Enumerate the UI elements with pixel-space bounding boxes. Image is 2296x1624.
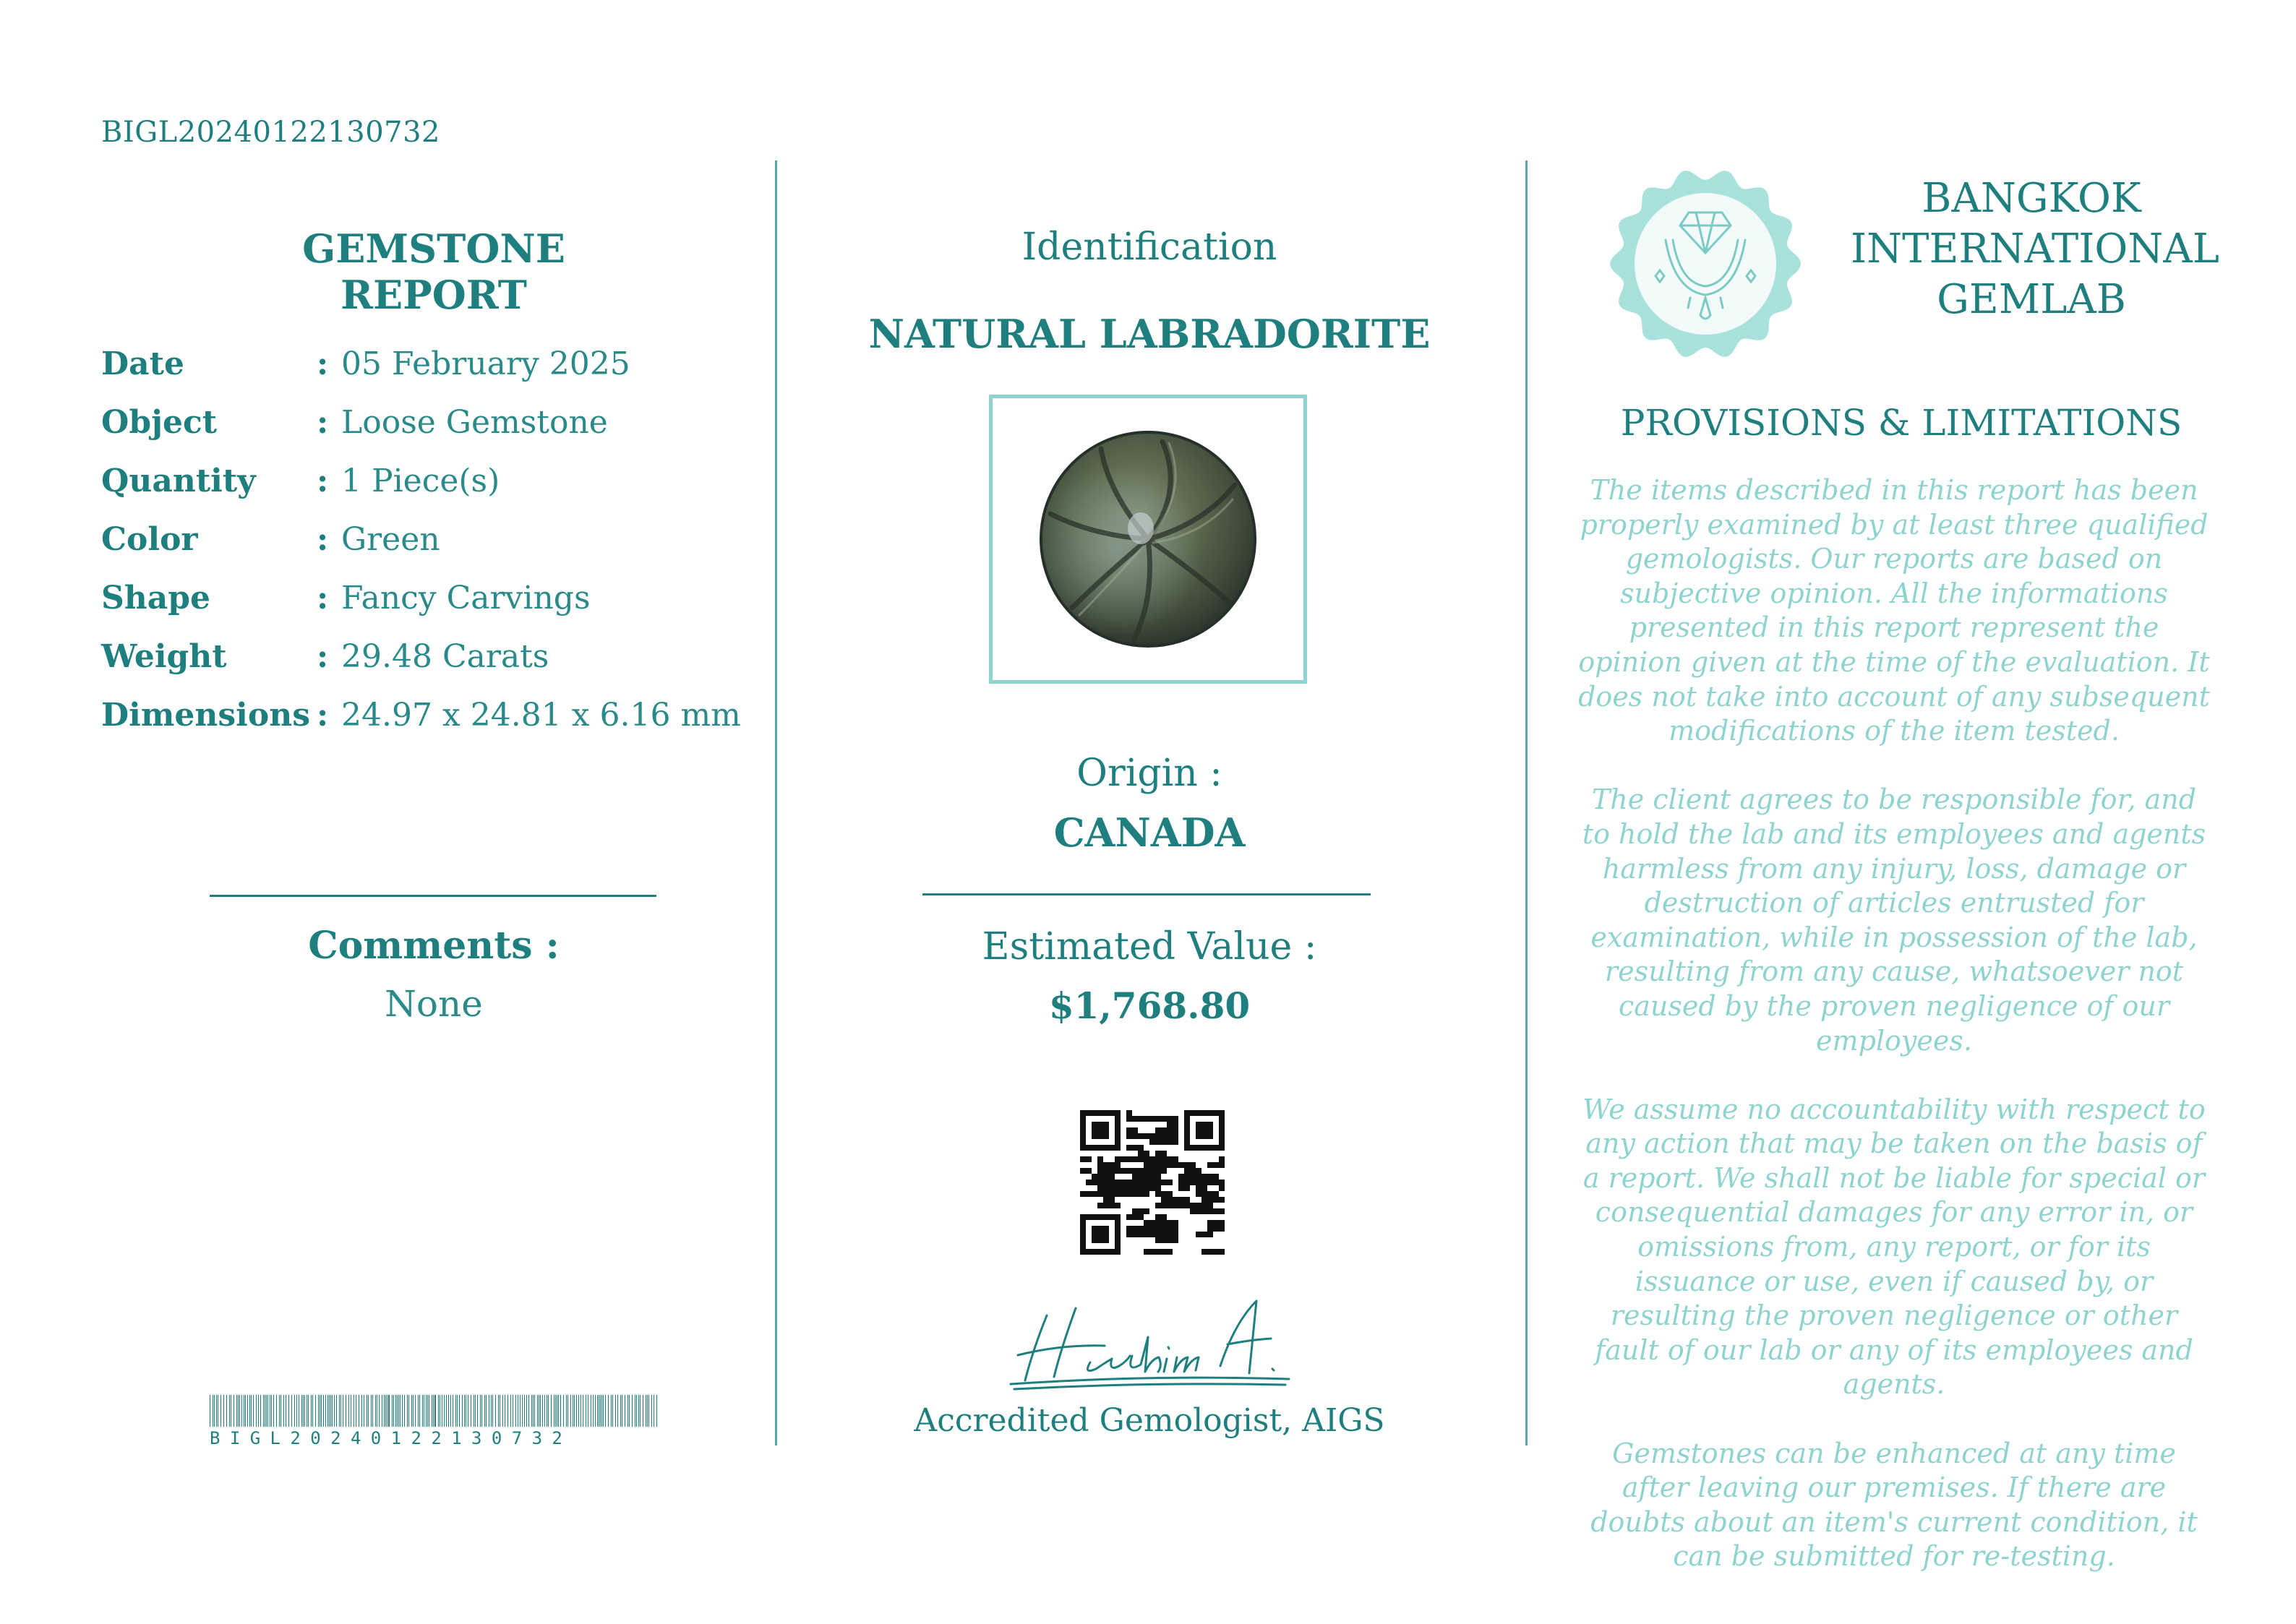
detail-row-color — [101, 521, 741, 580]
comments-rule — [210, 895, 656, 897]
detail-colon: : — [317, 521, 329, 558]
detail-row-dimensions — [101, 697, 741, 755]
detail-row-date — [101, 345, 741, 404]
provisions-paragraph: The client agrees to be responsible for, and to hold the lab and its employees and agents harmless from any injury, loss, damage or destruction of articles entrusted for examination, while in possession of the lab, resulting from any cause, whatsoever not caused by the proven negligence of our employees. — [1582, 783, 2206, 1057]
detail-row-shape — [101, 580, 741, 638]
detail-row-object — [101, 404, 741, 463]
detail-label: Quantity — [101, 463, 256, 499]
identification-label: Identification — [1021, 225, 1277, 269]
detail-colon: : — [317, 404, 329, 441]
details-list — [101, 345, 741, 755]
report-title: GEMSTONE REPORT — [302, 225, 565, 318]
detail-label: Date — [101, 345, 184, 382]
gemstone-photo-frame — [989, 395, 1307, 684]
estimated-value-label: Estimated Value : — [982, 925, 1317, 968]
comments-value: None — [385, 983, 483, 1025]
origin-value: CANADA — [1053, 809, 1246, 856]
provisions-paragraph: Gemstones can be enhanced at any time after leaving our premises. If there are doubts about an item's current condition, it can be submitted for re-testing. — [1590, 1437, 2198, 1573]
estimated-value-amount: $1,768.80 — [1048, 984, 1251, 1027]
detail-row-quantity — [101, 463, 741, 521]
report-number: BIGL20240122130732 — [101, 116, 440, 149]
detail-colon: : — [317, 463, 329, 499]
detail-value: Fancy Carvings — [341, 580, 591, 616]
qr-code-icon — [1080, 1110, 1225, 1255]
barcode-icon — [208, 1395, 662, 1427]
origin-label: Origin : — [1076, 752, 1222, 795]
gemologist-title: Accredited Gemologist, AIGS — [914, 1402, 1385, 1439]
detail-value: 05 February 2025 — [341, 345, 630, 382]
lab-name — [1851, 173, 2219, 325]
signature-icon — [1003, 1294, 1293, 1395]
lab-name-line: INTERNATIONAL — [1851, 225, 2219, 272]
detail-colon: : — [317, 345, 329, 382]
detail-value: 24.97 x 24.81 x 6.16 mm — [341, 697, 741, 734]
detail-value: Loose Gemstone — [341, 404, 608, 441]
lab-name-line: GEMLAB — [1937, 276, 2126, 323]
identification-value: NATURAL LABRADORITE — [868, 311, 1431, 357]
provisions-paragraph: We assume no accountability with respect to any action that may be taken on the basis of a report. We shall not be liable for special or consequential damages for any error in, or omissions from, any report, or for its issuance or use, even if caused by, or resulting the proven negligence or other fault of our lab or any of its employees and agents. — [1582, 1093, 2206, 1401]
detail-label: Object — [101, 404, 218, 441]
seal-logo-icon — [1609, 168, 1802, 360]
detail-colon: : — [317, 638, 329, 675]
detail-label: Shape — [101, 580, 211, 616]
provisions-title: PROVISIONS & LIMITATIONS — [1620, 402, 2183, 444]
detail-row-weight — [101, 638, 741, 697]
comments-label: Comments : — [308, 924, 560, 968]
detail-label: Weight — [101, 638, 227, 675]
divider-right — [1525, 160, 1528, 1445]
detail-colon: : — [317, 697, 329, 734]
detail-label: Dimensions — [101, 697, 311, 734]
gemstone-photo — [993, 398, 1303, 680]
detail-colon: : — [317, 580, 329, 616]
provisions-paragraph: The items described in this report has been properly examined by at least three qualified gemologists. Our reports are based on subjective opinion. All the informations presented in this report represent the opinion given at the time of the evaluation. It does not take into account of any subsequent modifications of the item tested. — [1578, 474, 2210, 747]
provisions-body — [1576, 473, 2212, 1609]
detail-value: 29.48 Carats — [341, 638, 549, 675]
detail-value: Green — [341, 521, 440, 558]
lab-name-line: BANGKOK — [1922, 175, 2141, 222]
barcode-number: BIGL20240122130732 — [210, 1428, 573, 1448]
detail-label: Color — [101, 521, 198, 558]
divider-left — [775, 160, 777, 1445]
value-rule — [922, 893, 1371, 895]
detail-value: 1 Piece(s) — [341, 463, 500, 499]
